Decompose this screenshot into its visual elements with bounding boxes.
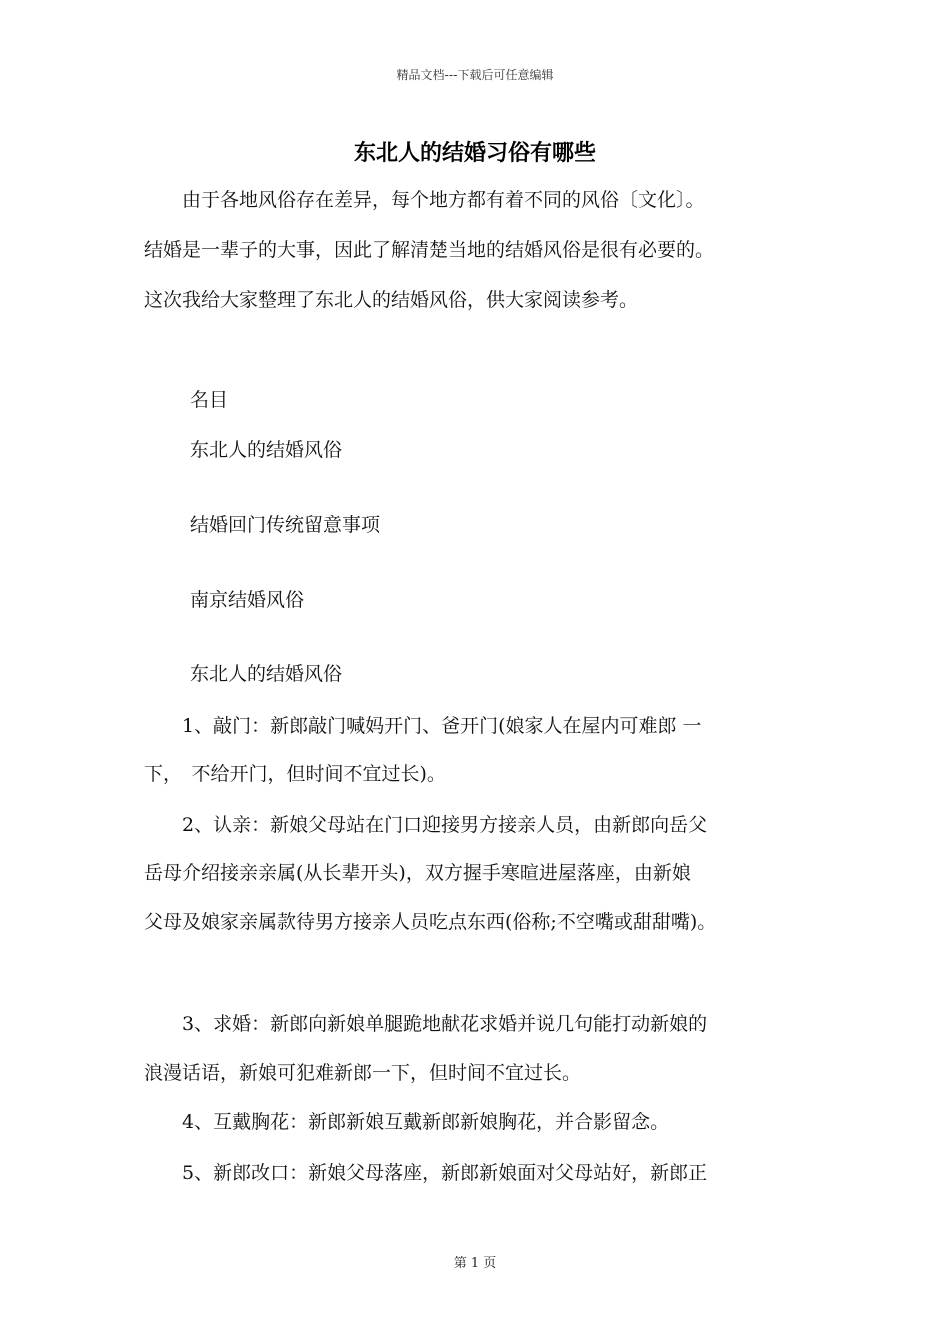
intro-line: 这次我给大家整理了东北人的结婚风俗，供大家阅读参考。 [144,289,639,311]
body-line: 岳母介绍接亲亲属(从长辈开头)，双方握手寒暄进屋落座，由新娘 [144,862,691,884]
toc-heading: 名目 [190,389,229,411]
intro-line: 由于各地风俗存在差异，每个地方都有着不同的风俗〔文化〕。 [144,189,705,211]
body-line: 1、敲门：新郎敲门喊妈开门、爸开门(娘家人在屋内可难郎 一 [144,715,702,737]
body-line: 3、求婚：新郎向新娘单腿跪地献花求婚并说几句能打动新娘的 [144,1013,708,1035]
body-line: 下， 不给开门，但时间不宜过长)。 [144,763,446,785]
intro-line: 结婚是一辈子的大事，因此了解清楚当地的结婚风俗是很有必要的。 [144,239,715,261]
body-line: 4、互戴胸花：新郎新娘互戴新郎新娘胸花，并合影留念。 [144,1111,670,1133]
section-heading: 东北人的结婚风俗 [190,663,343,685]
toc-item: 南京结婚风俗 [190,589,305,611]
body-line: 浪漫话语，新娘可犯难新郎一下，但时间不宜过长。 [144,1062,582,1084]
toc-item: 结婚回门传统留意事项 [190,514,381,536]
body-line: 5、新郎改口：新娘父母落座，新郎新娘面对父母站好，新郎正 [144,1162,708,1184]
document-title: 东北人的结婚习俗有哪些 [353,140,596,166]
page-number: 第 1 页 [453,1256,497,1271]
toc-item: 东北人的结婚风俗 [190,439,343,461]
body-line: 父母及娘家亲属款待男方接亲人员吃点东西(俗称;不空嘴或甜甜嘴)。 [144,911,717,933]
page-header: 精品文档---下载后可任意编辑 [396,68,554,82]
body-line: 2、认亲：新娘父母站在门口迎接男方接亲人员，由新郎向岳父 [144,814,708,836]
